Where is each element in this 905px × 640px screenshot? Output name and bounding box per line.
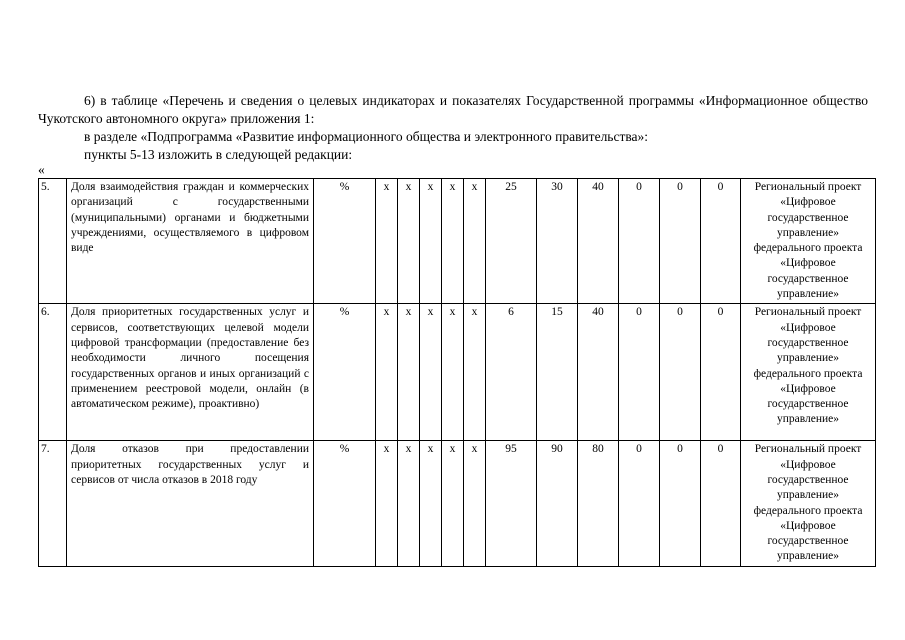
value-cell: 30: [537, 179, 578, 304]
x-cell: х: [398, 179, 420, 304]
value-cell: 0: [660, 441, 701, 566]
row-number: 7.: [39, 441, 67, 566]
indicators-table: [38, 178, 876, 567]
x-cell: х: [442, 304, 464, 441]
indicator-name: Доля отказов при предоставлении приоритетных государственных услуг и сервисов от числа отказов в 2018 году: [67, 441, 314, 566]
row-number: 6.: [39, 304, 67, 441]
value-cell: 0: [619, 304, 660, 441]
x-cell: х: [376, 179, 398, 304]
intro-paragraph: 6) в таблице «Перечень и сведения о целевых индикаторах и показателях Государственной программы «Информационное общество Чукотского автономного округа» приложения 1:: [38, 93, 868, 126]
x-cell: х: [442, 441, 464, 566]
unit-cell: %: [314, 179, 376, 304]
intro-items-line: пункты 5-13 изложить в следующей редакции:: [84, 147, 353, 162]
value-cell: 90: [537, 441, 578, 566]
x-cell: х: [398, 441, 420, 566]
indicator-name: Доля взаимодействия граждан и коммерческих организаций с государственными (муниципальными) органами и бюджетными учреждениями, осуществляемого в цифровом виде: [67, 179, 314, 304]
value-cell: 0: [619, 441, 660, 566]
value-cell: 15: [537, 304, 578, 441]
value-cell: 40: [578, 179, 619, 304]
value-cell: 0: [701, 441, 741, 566]
x-cell: х: [376, 441, 398, 566]
value-cell: 80: [578, 441, 619, 566]
value-cell: 6: [486, 304, 537, 441]
table-row: [39, 441, 876, 566]
source-project: Региональный проект «Цифровое государственное управление» федерального проекта «Цифровое государственное управление»: [741, 304, 876, 441]
x-cell: х: [420, 304, 442, 441]
x-cell: х: [442, 179, 464, 304]
x-cell: х: [398, 304, 420, 441]
x-cell: х: [464, 304, 486, 441]
indicator-name: Доля приоритетных государственных услуг и сервисов, соответствующих целевой модели цифровой трансформации (предоставление без необходимости личного посещения государственных органов и иных организаций с применением реестровой модели, онлайн (в автоматическом режиме), проактивно): [67, 304, 314, 441]
x-cell: х: [464, 179, 486, 304]
source-project: Региональный проект «Цифровое государственное управление» федерального проекта «Цифровое государственное управление»: [741, 179, 876, 304]
value-cell: 0: [660, 304, 701, 441]
intro-section-line: в разделе «Подпрограмма «Развитие информационного общества и электронного правительства»:: [84, 129, 649, 144]
value-cell: 0: [619, 179, 660, 304]
source-project: Региональный проект «Цифровое государственное управление» федерального проекта «Цифровое государственное управление»: [741, 441, 876, 566]
unit-cell: %: [314, 304, 376, 441]
table-row: [39, 304, 876, 441]
value-cell: 0: [701, 179, 741, 304]
value-cell: 40: [578, 304, 619, 441]
unit-cell: %: [314, 441, 376, 566]
row-number: 5.: [39, 179, 67, 304]
x-cell: х: [420, 179, 442, 304]
x-cell: х: [464, 441, 486, 566]
value-cell: 0: [701, 304, 741, 441]
x-cell: х: [376, 304, 398, 441]
value-cell: 25: [486, 179, 537, 304]
table-row: [39, 179, 876, 304]
opening-quote: «: [38, 162, 45, 177]
x-cell: х: [420, 441, 442, 566]
value-cell: 95: [486, 441, 537, 566]
value-cell: 0: [660, 179, 701, 304]
